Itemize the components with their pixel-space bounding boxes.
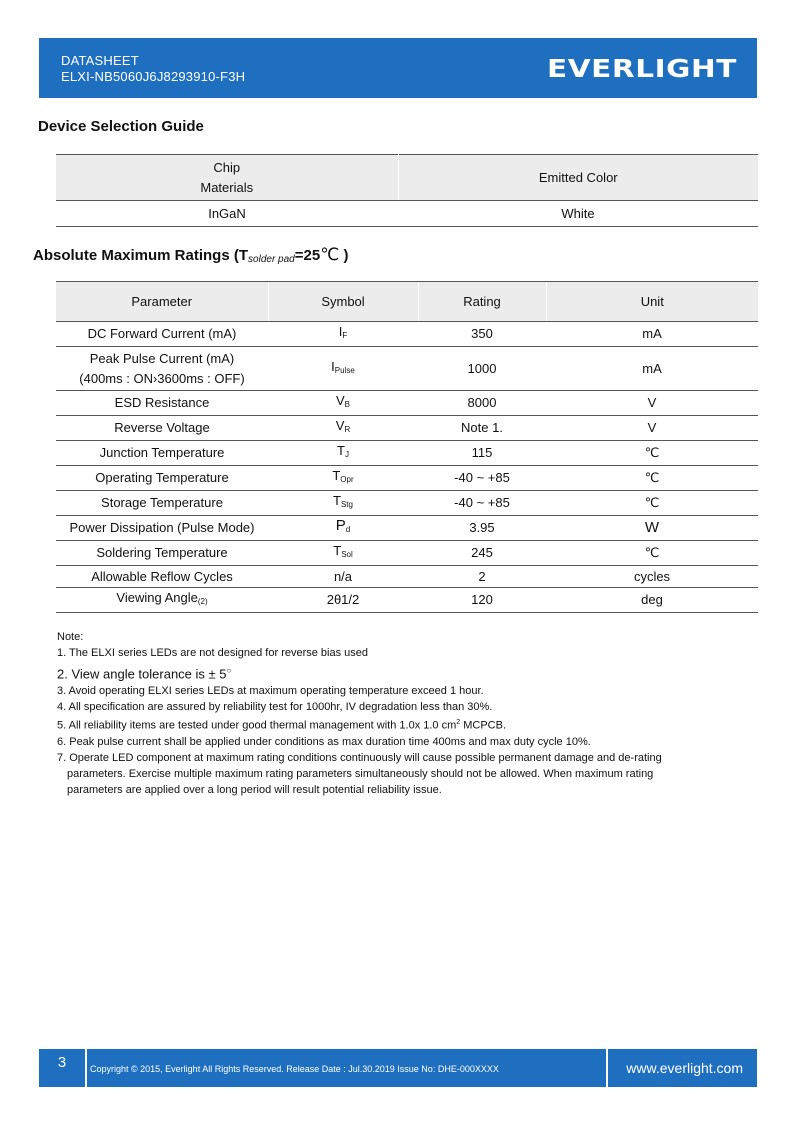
symbol-text: P xyxy=(335,517,346,534)
cell-parameter xyxy=(56,347,268,391)
cell-unit: mA xyxy=(546,347,758,391)
page-footer xyxy=(39,1049,757,1087)
header-unit: Unit xyxy=(546,282,758,322)
table-row xyxy=(56,322,758,347)
table-header-row xyxy=(56,282,758,322)
note-5-sup: 2 xyxy=(456,719,461,727)
cell-rating: Note 1. xyxy=(418,416,546,441)
page-header xyxy=(39,38,757,98)
everlight-logo: EVERLIGHT xyxy=(547,54,737,83)
cell-unit: cycles xyxy=(546,566,758,588)
symbol-text: T xyxy=(333,493,341,508)
table-row xyxy=(56,491,758,516)
cell-rating: 2 xyxy=(418,566,546,588)
cell-symbol xyxy=(268,466,418,491)
ratings-title xyxy=(33,245,348,265)
note-1: 1. The ELXI series LEDs are not designed for reverse bias used xyxy=(57,647,369,659)
cell-unit: deg xyxy=(546,588,758,613)
table-row xyxy=(56,416,758,441)
header-symbol: Symbol xyxy=(268,282,418,322)
page-number: 3 xyxy=(57,1054,67,1071)
cell-unit: V xyxy=(546,391,758,416)
cell-color: White xyxy=(398,201,758,227)
cell-unit: ℃ xyxy=(546,466,758,491)
parameter-text: DC Forward Current (mA) xyxy=(87,326,237,341)
cell-chip: InGaN xyxy=(56,201,398,227)
cell-rating: 8000 xyxy=(418,391,546,416)
cell-rating: -40 ~ +85 xyxy=(418,491,546,516)
parameter-text: Power Dissipation (Pulse Mode) xyxy=(69,520,255,535)
table-row xyxy=(56,516,758,541)
cell-unit: ℃ xyxy=(546,491,758,516)
table-header-row xyxy=(56,155,758,201)
header-emitted-color: Emitted Color xyxy=(398,155,758,201)
ratings-title-sub: solder pad xyxy=(248,254,295,265)
symbol-text: 2θ1/2 xyxy=(326,592,360,607)
cell-parameter xyxy=(56,588,268,613)
cell-unit: ℃ xyxy=(546,541,758,566)
ratings-table xyxy=(56,281,758,613)
table-row xyxy=(56,201,758,227)
cell-rating: 115 xyxy=(418,441,546,466)
header-materials: Materials xyxy=(200,179,254,195)
ratings-title-unit: ℃ xyxy=(320,245,340,264)
cell-unit: ℃ xyxy=(546,441,758,466)
cell-rating: 120 xyxy=(418,588,546,613)
note-5 xyxy=(57,715,757,734)
symbol-text: T xyxy=(337,443,345,458)
cell-symbol xyxy=(268,566,418,588)
symbol-subscript: Stg xyxy=(340,500,353,509)
note-2-degree: ○ xyxy=(226,666,232,675)
cell-symbol xyxy=(268,588,418,613)
cell-symbol xyxy=(268,491,418,516)
cell-parameter xyxy=(56,516,268,541)
symbol-text: V xyxy=(335,393,345,408)
copyright-text: Copyright © 2015, Everlight All Rights Reserved. Release Date : Jul.30.2019 Issue No: DHE-000XXXX xyxy=(90,1064,499,1074)
header-chip-materials xyxy=(56,155,398,201)
symbol-subscript: F xyxy=(342,331,348,340)
table-row xyxy=(56,347,758,391)
cell-unit: V xyxy=(546,416,758,441)
ratings-body xyxy=(56,322,758,613)
cell-parameter xyxy=(56,416,268,441)
header-chip: Chip xyxy=(213,159,241,175)
selection-guide-table xyxy=(56,154,758,227)
symbol-subscript: J xyxy=(344,450,349,459)
note-3: 3. Avoid operating ELXI series LEDs at maximum operating temperature exceed 1 hour. xyxy=(57,685,484,698)
parameter-text: Storage Temperature xyxy=(101,495,223,510)
header-rating: Rating xyxy=(418,282,546,322)
parameter-text: Viewing Angle xyxy=(116,590,198,605)
cell-parameter xyxy=(56,541,268,566)
parameter-subscript: (2) xyxy=(197,597,208,606)
parameter-text: Reverse Voltage xyxy=(114,420,210,435)
footer-divider xyxy=(606,1049,608,1087)
symbol-text: T xyxy=(332,468,341,483)
cell-parameter xyxy=(56,566,268,588)
symbol-subscript: R xyxy=(344,425,351,434)
cell-rating: -40 ~ +85 xyxy=(418,466,546,491)
cell-parameter xyxy=(56,466,268,491)
header-parameter: Parameter xyxy=(56,282,268,322)
cell-symbol xyxy=(268,416,418,441)
cell-unit: W xyxy=(546,516,758,541)
symbol-text: I xyxy=(338,324,343,339)
parameter-text: Operating Temperature xyxy=(95,470,229,485)
notes-section xyxy=(57,629,757,798)
note-7c: parameters are applied over a long period will result potential reliability issue. xyxy=(67,783,442,796)
note-2-text: 2. View angle tolerance is ± 5 xyxy=(57,666,227,682)
ratings-title-post: =25 xyxy=(294,247,321,264)
cell-rating: 1000 xyxy=(418,347,546,391)
cell-rating: 245 xyxy=(418,541,546,566)
symbol-text: T xyxy=(333,543,342,558)
cell-rating: 3.95 xyxy=(418,516,546,541)
cell-parameter xyxy=(56,491,268,516)
symbol-subscript: B xyxy=(344,400,350,409)
table-row xyxy=(56,588,758,613)
note-4: 4. All specification are assured by reliability test for 1000hr, IV degradation less than 30%. xyxy=(57,701,493,714)
symbol-subscript: Sol xyxy=(341,550,353,559)
parameter-text: Allowable Reflow Cycles xyxy=(91,568,233,584)
parameter-text: Peak Pulse Current (mA) xyxy=(89,350,235,366)
note-2 xyxy=(57,661,757,683)
parameter-text: Soldering Temperature xyxy=(96,545,228,560)
table-row xyxy=(56,541,758,566)
symbol-subscript: Opr xyxy=(340,475,354,484)
table-row xyxy=(56,566,758,588)
cell-symbol xyxy=(268,516,418,541)
ratings-title-pre: Absolute Maximum Ratings (T xyxy=(33,247,249,264)
cell-symbol xyxy=(268,391,418,416)
cell-symbol xyxy=(268,347,418,391)
cell-symbol xyxy=(268,541,418,566)
note-5-post: MCPCB. xyxy=(460,719,507,732)
table-row xyxy=(56,441,758,466)
cell-unit: mA xyxy=(546,322,758,347)
symbol-subscript: Pulse xyxy=(334,365,355,375)
cell-parameter xyxy=(56,441,268,466)
note-7a: 7. Operate LED component at maximum rating conditions continuously will cause possible permanent damage and de-rating xyxy=(57,751,662,764)
cell-symbol xyxy=(268,441,418,466)
note-6: 6. Peak pulse current shall be applied under conditions as max duration time 400ms and max duty cycle 10%. xyxy=(57,735,591,748)
notes-heading: Note: xyxy=(57,631,84,643)
parameter-text-line2: (400ms : ON›3600ms : OFF) xyxy=(79,370,245,386)
part-number: ELXI-NB5060J6J8293910-F3H xyxy=(61,69,246,84)
note-5-pre: 5. All reliability items are tested under good thermal management with 1.0x 1.0 cm xyxy=(57,719,457,732)
table-row xyxy=(56,466,758,491)
cell-rating: 350 xyxy=(418,322,546,347)
selection-guide-title: Device Selection Guide xyxy=(38,118,204,135)
note-7b: parameters. Exercise multiple maximum rating parameters simultaneously should not be allowed. When maximum rating xyxy=(67,767,654,780)
symbol-text: n/a xyxy=(333,568,353,584)
doc-type: DATASHEET xyxy=(61,53,139,68)
ratings-title-close: ) xyxy=(339,247,349,264)
website-link[interactable]: www.everlight.com xyxy=(626,1060,743,1076)
table-row xyxy=(56,391,758,416)
cell-parameter xyxy=(56,322,268,347)
cell-symbol xyxy=(268,322,418,347)
symbol-subscript: d xyxy=(345,525,351,534)
parameter-text: ESD Resistance xyxy=(114,395,210,410)
symbol-text: I xyxy=(331,358,335,374)
footer-divider xyxy=(85,1049,87,1087)
parameter-text: Junction Temperature xyxy=(99,445,225,460)
symbol-text: V xyxy=(335,418,345,433)
cell-parameter xyxy=(56,391,268,416)
